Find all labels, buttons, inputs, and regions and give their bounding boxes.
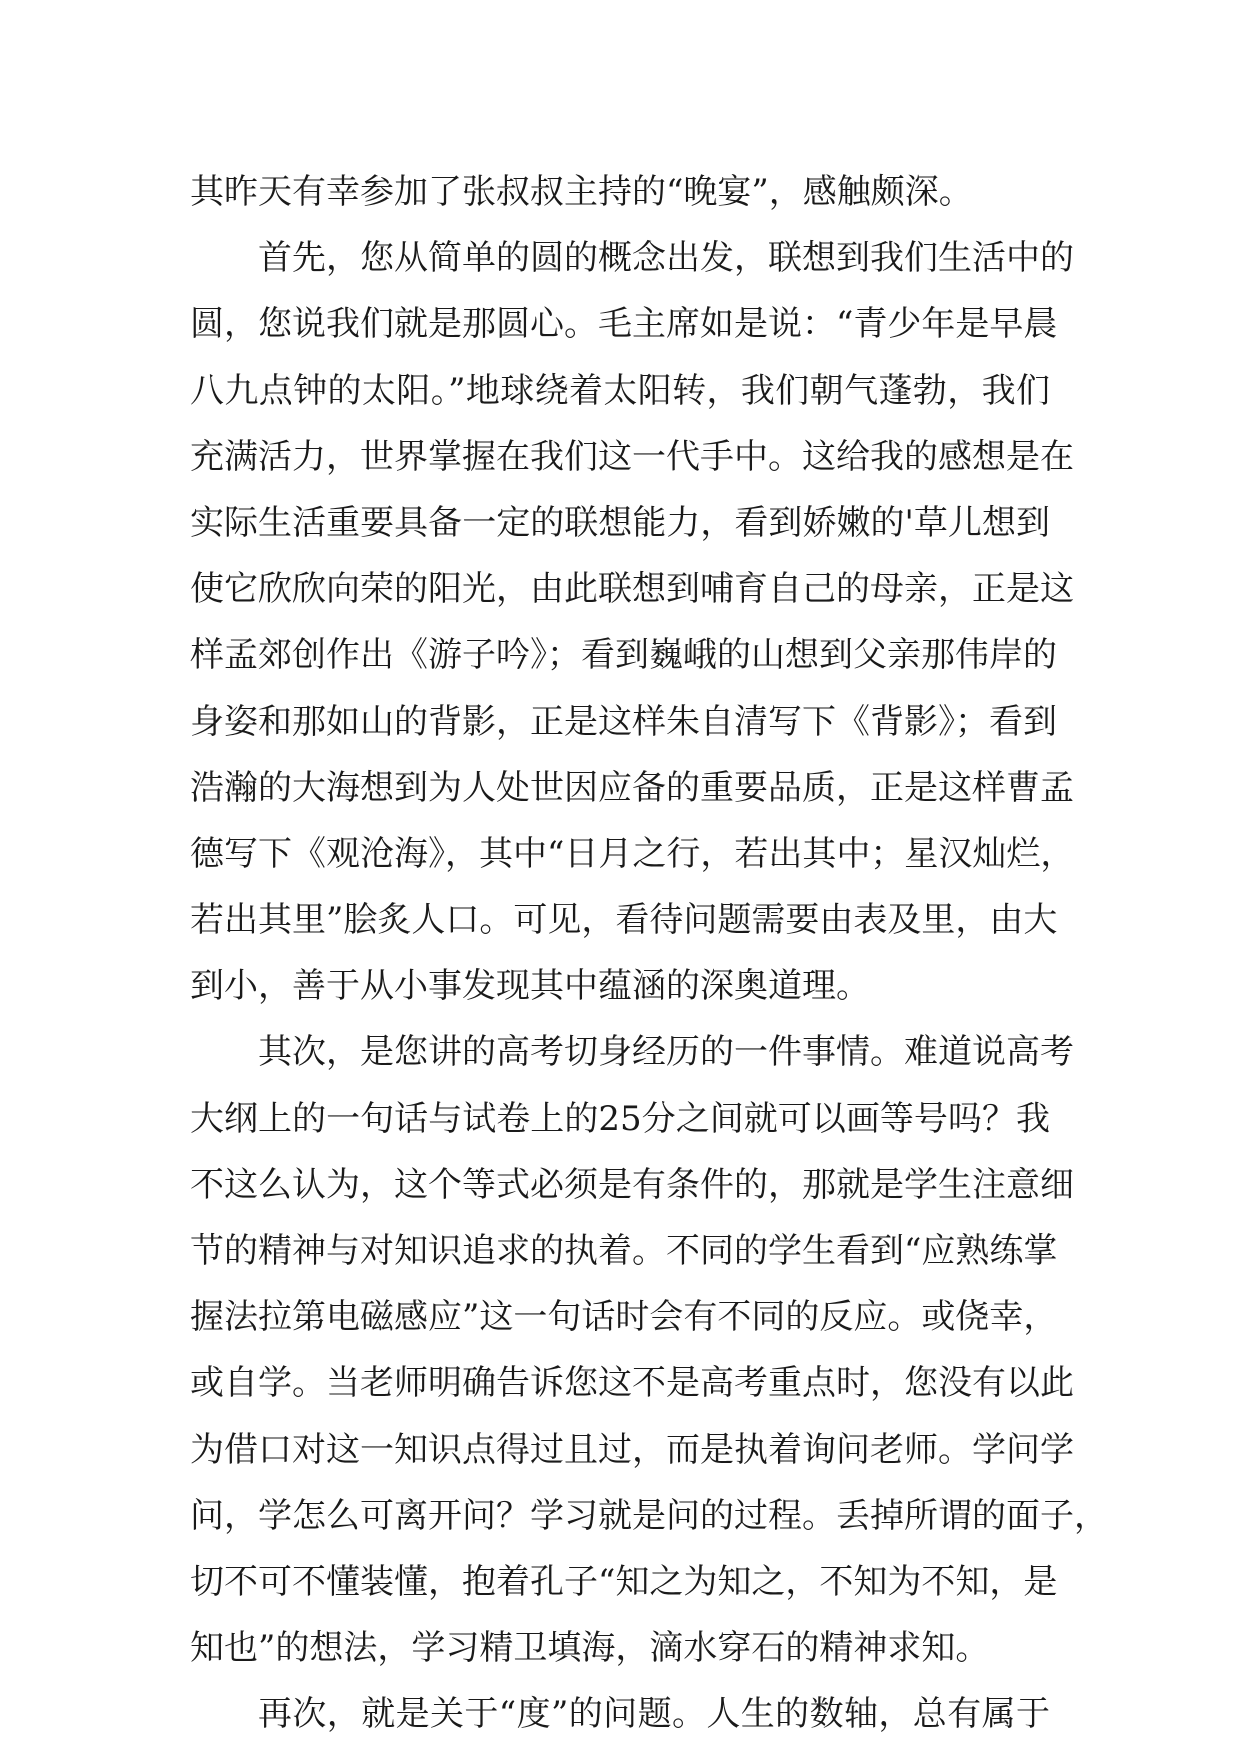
- paragraph-line: 德写下《观沧海》，其中“日月之行，若出其中；星汉灿烂，: [190, 833, 1075, 874]
- paragraph-line: 节的精神与对知识追求的执着。不同的学生看到“应熟练掌: [190, 1231, 1058, 1271]
- paragraph-line: 实际生活重要具备一定的联想能力，看到娇嫩的'草儿想到: [190, 502, 1050, 543]
- paragraph-line: 充满活力，世界掌握在我们这一代手中。这给我的感想是在: [190, 436, 1074, 477]
- paragraph-line: 浩瀚的大海想到为人处世因应备的重要品质，正是这样曹孟: [190, 767, 1074, 808]
- paragraph-line: 到小，善于从小事发现其中蕴涵的深奥道理。: [190, 966, 870, 1007]
- paragraph-line: 为借口对这一知识点得过且过，而是执着询问老师。学问学: [190, 1429, 1074, 1470]
- paragraph-line: 不这么认为，这个等式必须是有条件的，那就是学生注意细: [190, 1164, 1074, 1205]
- paragraph-line: 其昨天有幸参加了张叔叔主持的“晚宴”，感触颇深。: [190, 172, 973, 212]
- paragraph-line: 切不可不懂装懂，抱着孔子“知之为知之，不知为不知，是: [190, 1561, 1058, 1602]
- paragraph-line: 知也”的想法，学习精卫填海，滴水穿石的精神求知。: [190, 1628, 990, 1669]
- paragraph-line: 圆，您说我们就是那圆心。毛主席如是说：“青少年是早晨: [190, 304, 1058, 345]
- body-text: [190, 159, 1108, 1748]
- paragraph-line: 握法拉第电磁感应”这一句话时会有不同的反应。或侥幸，: [190, 1297, 1058, 1338]
- paragraph-line: 八九点钟的太阳。”地球绕着太阳转，我们朝气蓬勃，我们: [190, 370, 1050, 411]
- paragraph-line: 首先，您从简单的圆的概念出发，联想到我们生活中的: [258, 238, 1074, 279]
- paragraph-line: 大纲上的一句话与试卷上的25分之间就可以画等号吗？我: [190, 1098, 1050, 1139]
- paragraph-line: 其次，是您讲的高考切身经历的一件事情。难道说高考: [258, 1032, 1074, 1073]
- paragraph-line: 若出其里”脍炙人口。可见，看待问题需要由表及里，由大: [190, 900, 1058, 941]
- paragraph-line: 再次，就是关于“度”的问题。人生的数轴，总有属于: [258, 1694, 1050, 1735]
- paragraph-line: 身姿和那如山的背影，正是这样朱自清写下《背影》；看到: [190, 701, 1057, 742]
- paragraph-line: 或自学。当老师明确告诉您这不是高考重点时，您没有以此: [190, 1363, 1074, 1404]
- paragraph-line: 样孟郊创作出《游子吟》；看到巍峨的山想到父亲那伟岸的: [190, 635, 1057, 676]
- paragraph-line: 问，学怎么可离开问？学习就是问的过程。丢掉所谓的面子，: [190, 1495, 1108, 1536]
- paragraph-line: 使它欣欣向荣的阳光，由此联想到哺育自己的母亲，正是这: [190, 569, 1074, 610]
